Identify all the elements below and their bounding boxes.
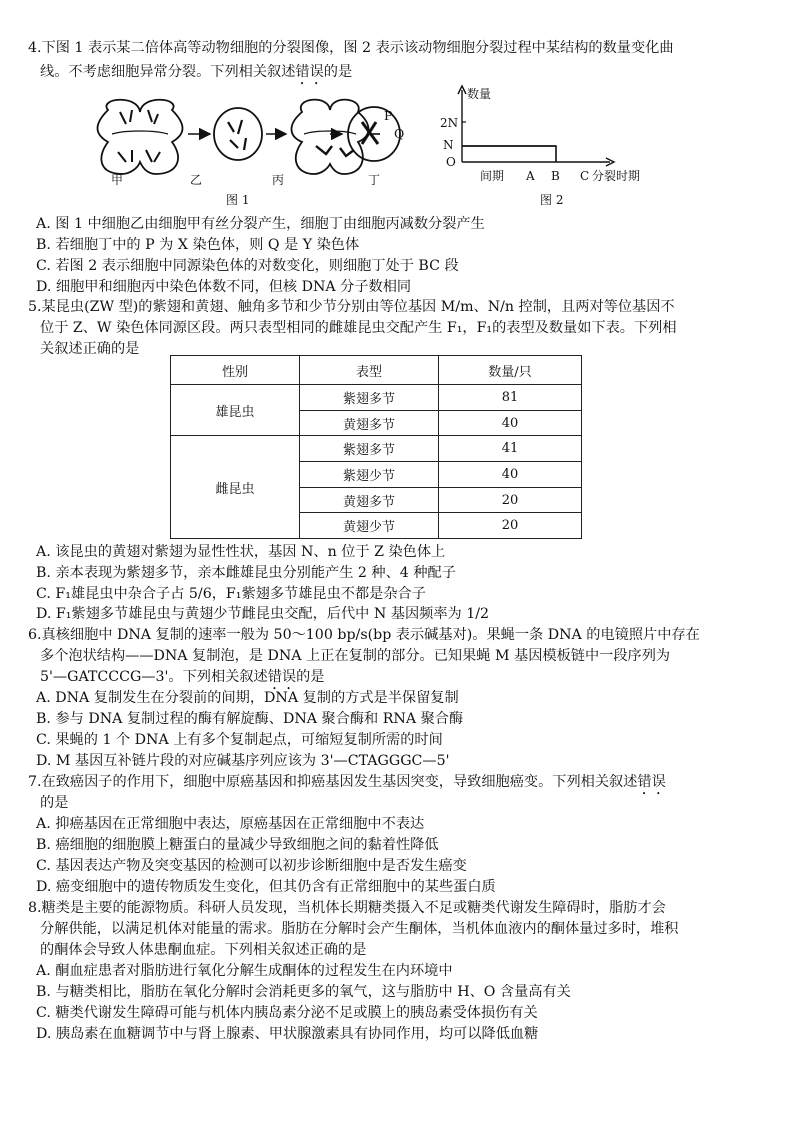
table-cell: 黄翅少节	[300, 513, 439, 539]
table-cell-sex-male: 雄昆虫	[171, 385, 300, 436]
fig1-label-ding: 丁	[368, 173, 381, 187]
table-header-row	[171, 356, 582, 385]
q4-stem-line2	[40, 62, 352, 88]
q6-emphasis-wrong: 错误	[267, 669, 297, 685]
fig1-mark-p: P	[384, 108, 393, 123]
q5-option-b: B. 亲本表现为紫翅多节，亲本雌雄昆虫分别能产生 2 种、4 种配子	[36, 565, 456, 581]
fig1-label-jia: 甲	[111, 173, 124, 187]
fig2-xtick-interphase: 间期	[480, 169, 505, 183]
fig2-xtick-a: A	[526, 169, 535, 183]
q5-option-a: A. 该昆虫的黄翅对紫翅为显性性状，基因 N、n 位于 Z 染色体上	[36, 544, 446, 560]
table-cell: 黄翅多节	[300, 487, 439, 513]
table-cell: 40	[439, 462, 582, 488]
q5-option-c: C. F₁雄昆虫中杂合子占 5/6，F₁紫翅多节雄昆虫不都是杂合子	[36, 586, 426, 602]
q4-stem-text: 线。不考虑细胞异常分裂。下列相关叙述	[40, 64, 296, 80]
q6-option-c: C. 果蝇的 1 个 DNA 上有多个复制起点，可缩短复制所需的时间	[36, 732, 443, 748]
fig2-ytick-o: O	[446, 155, 456, 169]
fig2-xlabel: 分裂时期	[592, 169, 641, 183]
q5-stem-line1: 5.某昆虫(ZW 型)的紫翅和黄翅、触角多节和少节分别由等位基因 M/m、N/n 控制，且两对等位基因不	[28, 299, 675, 315]
q8-option-c: C. 糖类代谢发生障碍可能与机体内胰岛素分泌不足或膜上的胰岛素受体损伤有关	[36, 1005, 538, 1021]
table-row	[171, 436, 582, 462]
table-cell: 20	[439, 487, 582, 513]
q8-stem-line1: 8.糖类是主要的能源物质。科研人员发现，当机体长期糖类摄入不足或糖类代谢发生障碍时，脂肪才会	[28, 900, 666, 916]
fig1-mark-q: Q	[394, 126, 405, 141]
cell-jia	[98, 100, 183, 174]
fig2-xtick-c: C	[580, 169, 590, 183]
q7-option-a: A. 抑癌基因在正常细胞中表达，原癌基因在正常细胞中不表达	[36, 816, 425, 832]
q4-option-b: B. 若细胞丁中的 P 为 X 染色体，则 Q 是 Y 染色体	[36, 237, 360, 253]
q5-data-table	[170, 355, 582, 539]
table-header-count: 数量/只	[439, 356, 582, 385]
q4-stem-line1: 4.下图 1 表示某二倍体高等动物细胞的分裂图像，图 2 表示该动物细胞分裂过程中某结构的数量变化曲	[28, 40, 674, 56]
q4-option-c: C. 若图 2 表示细胞中同源染色体的对数变化，则细胞丁处于 BC 段	[36, 258, 459, 274]
table-cell: 81	[439, 385, 582, 411]
table-header-sex: 性别	[171, 356, 300, 385]
q7-stem-line2: 的是	[40, 795, 69, 811]
q7-emphasis-wrong: 错误	[637, 774, 666, 790]
table-cell: 41	[439, 436, 582, 462]
cell-yi	[214, 108, 262, 160]
q8-stem-line3: 的酮体会导致人体患酮血症。下列相关叙述正确的是	[40, 942, 367, 958]
q6-stem-line1: 6.真核细胞中 DNA 复制的速率一般为 50～100 bp/s(bp 表示碱基对)。果蝇一条 DNA 的电镜照片中存在	[28, 627, 700, 643]
q7-option-b: B. 癌细胞的细胞膜上糖蛋白的量减少导致细胞之间的黏着性降低	[36, 837, 439, 853]
q7-option-d: D. 癌变细胞中的遗传物质发生变化，但其仍含有正常细胞中的某些蛋白质	[36, 879, 496, 895]
fig2-caption: 图 2	[540, 193, 564, 207]
q8-option-a: A. 酮血症患者对脂肪进行氧化分解生成酮体的过程发生在内环境中	[36, 963, 453, 979]
fig1-caption: 图 1	[226, 193, 250, 207]
fig1-label-yi: 乙	[190, 173, 203, 187]
q6-option-d: D. M 基因互补链片段的对应碱基序列应该为 3'—CTAGGGC—5'	[36, 753, 450, 769]
q5-option-d: D. F₁紫翅多节雄昆虫与黄翅少节雌昆虫交配，后代中 N 基因频率为 1/2	[36, 606, 490, 622]
fig2-ylabel: 数量	[467, 87, 492, 101]
q5-stem-line2: 位于 Z、W 染色体同源区段。两只表型相同的雌雄昆虫交配产生 F₁，F₁的表型及数量如下表。下列相	[40, 320, 677, 336]
table-cell: 紫翅多节	[300, 436, 439, 462]
q6-stem-end: 的是	[296, 669, 325, 685]
q4-option-a: A. 图 1 中细胞乙由细胞甲有丝分裂产生，细胞丁由细胞丙减数分裂产生	[36, 216, 485, 232]
q6-option-b: B. 参与 DNA 复制过程的酶有解旋酶、DNA 聚合酶和 RNA 聚合酶	[36, 711, 464, 727]
q7-option-c: C. 基因表达产物及突变基因的检测可以初步诊断细胞中是否发生癌变	[36, 858, 467, 874]
q4-option-d: D. 细胞甲和细胞丙中染色体数不同，但核 DNA 分子数相同	[36, 279, 412, 295]
q6-option-a: A. DNA 复制发生在分裂前的间期，DNA 复制的方式是半保留复制	[36, 690, 459, 706]
figure-1-cell-ding	[330, 96, 420, 176]
q8-option-d: D. 胰岛素在血糖调节中与肾上腺素、甲状腺激素具有协同作用，均可以降低血糖	[36, 1026, 539, 1042]
table-cell: 40	[439, 410, 582, 436]
table-cell: 20	[439, 513, 582, 539]
q7-stem-text: 7.在致癌因子的作用下，细胞中原癌基因和抑癌基因发生基因突变，导致细胞癌变。下列相关叙述	[28, 774, 638, 790]
q4-stem-end: 的是	[323, 64, 353, 80]
q8-option-b: B. 与糖类相比，脂肪在氧化分解时会消耗更多的氧气，这与脂肪中 H、O 含量高有关	[36, 984, 571, 1000]
table-row	[171, 385, 582, 411]
table-cell-sex-female: 雌昆虫	[171, 436, 300, 539]
fig1-label-bing: 丙	[272, 173, 285, 187]
q6-stem-line2: 多个泡状结构——DNA 复制泡，是 DNA 上正在复制的部分。已知果蝇 M 基因模板链中一段序列为	[40, 648, 671, 664]
q5-stem-line3: 关叙述正确的是	[40, 341, 140, 357]
q8-stem-line2: 分解供能，以满足机体对能量的需求。脂肪在分解时会产生酮体，当机体血液内的酮体量过多时，堆积	[40, 921, 679, 937]
fig2-ytick-2n: 2N	[440, 116, 459, 130]
table-cell: 紫翅多节	[300, 385, 439, 411]
q7-stem-line1	[28, 772, 666, 798]
table-cell: 紫翅少节	[300, 462, 439, 488]
table-cell: 黄翅多节	[300, 410, 439, 436]
fig2-ytick-n: N	[443, 138, 454, 152]
fig2-xtick-b: B	[551, 169, 560, 183]
table-header-phenotype: 表型	[300, 356, 439, 385]
q6-stem-text: 5'—GATCCCG—3'。下列相关叙述	[40, 669, 268, 685]
q4-emphasis-wrong: 错误	[295, 64, 324, 80]
